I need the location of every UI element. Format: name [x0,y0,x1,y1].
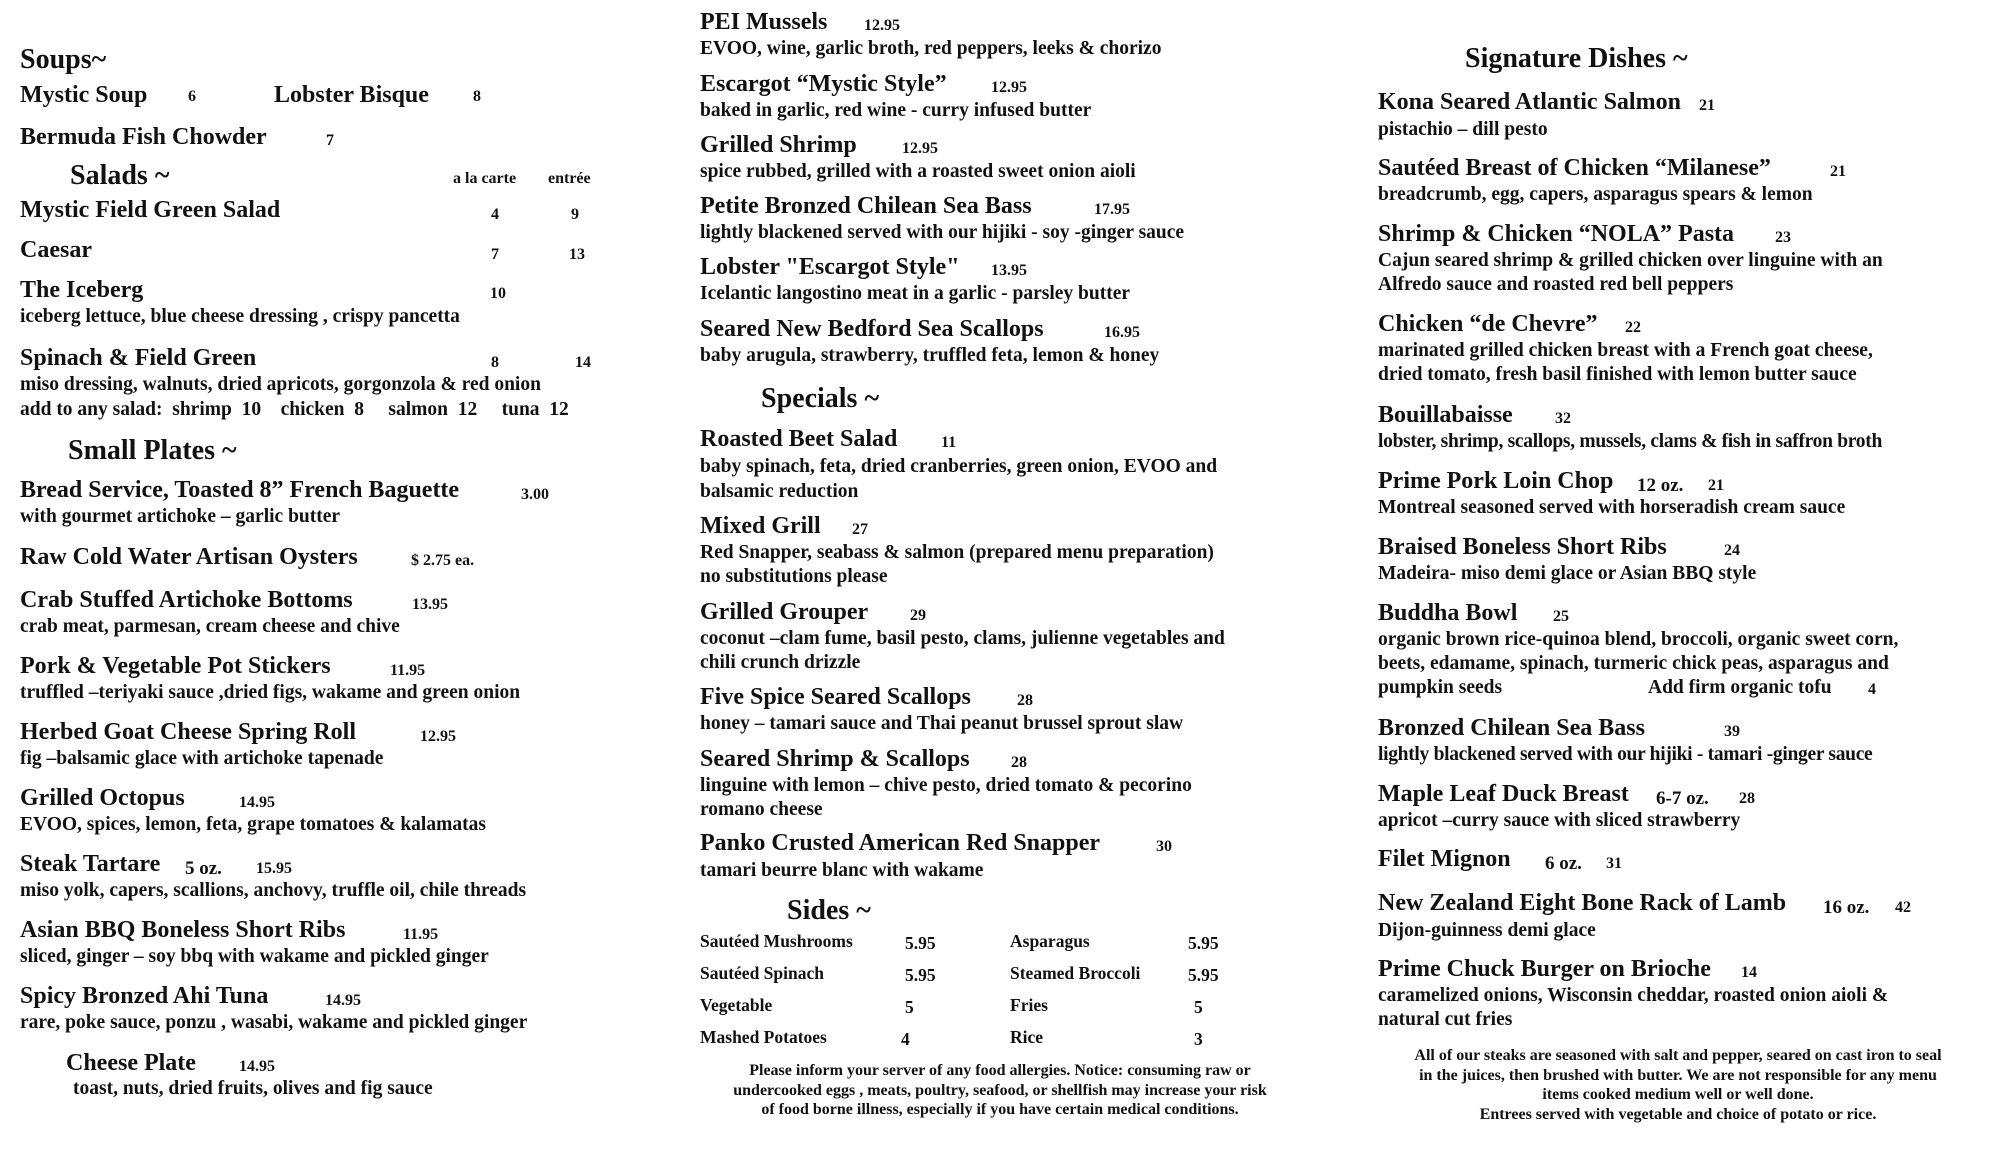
menu-item-price: 13.95 [991,262,1027,279]
menu-item-price: 11 [941,434,957,451]
menu-item-price: 23 [1775,229,1791,246]
menu-item-name: Filet Mignon [1378,846,1511,872]
menu-item-description: romano cheese [700,799,823,820]
menu-item-description: rare, poke sauce, ponzu , wasabi, wakame and pickled ginger [20,1012,528,1033]
salads-heading: Salads ~ [70,160,170,191]
menu-item-price: 11.95 [390,662,426,679]
menu-item-size: 12 oz. [1637,475,1684,496]
menu-item-price: 30 [1156,838,1172,855]
menu-item-description: truffled –teriyaki sauce ,dried figs, wakame and green onion [20,682,521,703]
side-item-name: Sautéed Mushrooms [700,931,853,951]
menu-item-price: $ 2.75 ea. [411,552,475,569]
menu-item-name: Braised Boneless Short Ribs [1378,534,1667,560]
menu-item-description: Icelantic langostino meat in a garlic - parsley butter [700,283,1131,304]
menu-item-name: Escargot “Mystic Style” [700,71,947,97]
menu-item-price: 12.95 [420,728,456,745]
menu-item-description: natural cut fries [1378,1009,1513,1030]
menu-item-price: 29 [910,607,926,624]
side-item-price: 5.95 [905,965,936,985]
menu-item-description: baby spinach, feta, dried cranberries, green onion, EVOO and [700,456,1218,477]
menu-item-size: 6 oz. [1545,853,1582,874]
side-item-name: Vegetable [700,995,773,1015]
menu-item-name: Seared Shrimp & Scallops [700,746,970,772]
menu-item-name: Five Spice Seared Scallops [700,684,971,710]
menu-item-description: organic brown rice-quinoa blend, broccoli, organic sweet corn, [1378,629,1899,650]
side-item-price: 5.95 [1188,965,1219,985]
right-column [1378,0,1988,1168]
menu-item-description: no substitutions please [700,566,888,587]
menu-item-name: Bermuda Fish Chowder [20,124,267,150]
menu-item-price: 12.95 [991,79,1027,96]
side-item-price: 5.95 [905,933,936,953]
menu-item-price: 31 [1606,855,1622,872]
allergy-notice-line: Please inform your server of any food allergies. Notice: consuming raw or [749,1062,1251,1079]
steak-notice-line: All of our steaks are seasoned with salt and pepper, seared on cast iron to seal [1414,1047,1942,1064]
side-item-price: 3 [1194,1029,1203,1049]
side-item-name: Mashed Potatoes [700,1027,827,1047]
side-item-name: Rice [1010,1027,1044,1047]
menu-item-description: Dijon-guinness demi glace [1378,920,1596,941]
menu-item-name: Crab Stuffed Artichoke Bottoms [20,587,353,613]
menu-item-description: Alfredo sauce and roasted red bell peppers [1378,274,1734,295]
menu-item-name: Mystic Soup [20,82,148,108]
menu-item-name: Bread Service, Toasted 8” French Baguette [20,477,460,503]
menu-item-name: Pork & Vegetable Pot Stickers [20,653,331,679]
menu-item-price: 7 [491,246,499,263]
side-item-name: Asparagus [1010,931,1090,951]
menu-item-description: Red Snapper, seabass & salmon (prepared menu preparation) [700,542,1214,563]
menu-item-name: Seared New Bedford Sea Scallops [700,316,1044,342]
menu-item-description: beets, edamame, spinach, turmeric chick peas, asparagus and [1378,653,1889,674]
menu-item-description: pistachio – dill pesto [1378,119,1548,140]
menu-item-name: Mystic Field Green Salad [20,197,281,223]
menu-item-name: PEI Mussels [700,9,828,35]
menu-item-name: Grilled Grouper [700,599,869,625]
menu-item-price: 27 [852,521,868,538]
menu-item-description: EVOO, spices, lemon, feta, grape tomatoes & kalamatas [20,814,486,835]
side-item-name: Steamed Broccoli [1010,963,1141,983]
menu-item-price: 17.95 [1094,201,1130,218]
menu-item-price: 21 [1699,97,1715,114]
menu-item-description: miso yolk, capers, scallions, anchovy, truffle oil, chile threads [20,880,527,901]
menu-item-description: sliced, ginger – soy bbq with wakame and pickled ginger [20,946,489,967]
menu-item-description: miso dressing, walnuts, dried apricots, gorgonzola & red onion [20,374,541,395]
side-item-price: 5 [905,997,914,1017]
menu-item-description: chili crunch drizzle [700,652,861,673]
menu-item-name: Bronzed Chilean Sea Bass [1378,715,1645,741]
entree-label: entrée [548,170,591,187]
menu-item-name: Herbed Goat Cheese Spring Roll [20,719,356,745]
menu-item-size: 6-7 oz. [1656,788,1709,809]
menu-item-price: 14.95 [325,992,361,1009]
allergy-notice-line: undercooked eggs , meats, poultry, seafood, or shellfish may increase your risk [733,1081,1267,1099]
allergy-notice [700,1061,1300,1120]
menu-item-description: breadcrumb, egg, capers, asparagus spears & lemon [1378,184,1813,205]
menu-item-price: 39 [1724,723,1740,740]
menu-item-price: 13.95 [412,596,448,613]
menu-item-name: Prime Chuck Burger on Brioche [1378,956,1711,982]
menu-item-name: Shrimp & Chicken “NOLA” Pasta [1378,221,1735,247]
menu-item-description: Madeira- miso demi glace or Asian BBQ style [1378,563,1757,584]
menu-item-description: with gourmet artichoke – garlic butter [20,506,341,527]
left-column [20,0,680,1168]
menu-item-price: 21 [1708,477,1724,494]
menu-item-price: 6 [188,88,196,105]
menu-item-price: 28 [1739,790,1755,807]
menu-item-price: 42 [1895,899,1911,916]
menu-item-description: baked in garlic, red wine - curry infused butter [700,100,1092,121]
menu-item-description: balsamic reduction [700,481,859,502]
side-item-price: 5.95 [1188,933,1219,953]
menu-item-price: 14.95 [239,794,275,811]
side-item-price: 4 [901,1029,910,1049]
menu-item-name: Petite Bronzed Chilean Sea Bass [700,193,1032,219]
menu-item-price: 14 [1741,964,1757,981]
menu-item-description: Montreal seasoned served with horseradish cream sauce [1378,497,1846,518]
side-item-name: Fries [1010,995,1048,1015]
menu-item-price: 21 [1830,163,1846,180]
menu-item-size: 5 oz. [185,858,222,879]
menu-item-price: 10 [490,285,506,302]
specials-heading: Specials ~ [761,383,880,414]
steak-notice-line: Entrees served with vegetable and choice of potato or rice. [1479,1105,1877,1123]
menu-item-price: 4 [491,206,499,223]
menu-item-price: 16.95 [1104,324,1140,341]
menu-item-description: dried tomato, fresh basil finished with lemon butter sauce [1378,364,1857,385]
menu-item-price: 8 [491,354,499,371]
side-item-name: Sautéed Spinach [700,963,824,983]
menu-item-name: Asian BBQ Boneless Short Ribs [20,917,346,943]
menu-item-name: Prime Pork Loin Chop [1378,468,1614,494]
menu-item-name: Mixed Grill [700,513,821,539]
menu-item-price: 12.95 [902,140,938,157]
signature-dishes-heading: Signature Dishes ~ [1465,43,1688,74]
menu-item-description: tamari beurre blanc with wakame [700,860,984,881]
menu-item-name: Spinach & Field Green [20,345,257,371]
middle-column [700,0,1360,1168]
menu-item-name: Caesar [20,237,92,263]
menu-item-name: Kona Seared Atlantic Salmon [1378,89,1681,115]
menu-item-name: Bouillabaisse [1378,402,1513,428]
menu-item-price: 11.95 [403,926,439,943]
menu-item-description: iceberg lettuce, blue cheese dressing , crispy pancetta [20,306,460,327]
menu-item-name: Spicy Bronzed Ahi Tuna [20,983,269,1009]
menu-item-name: The Iceberg [20,277,144,303]
menu-item-description: apricot –curry sauce with sliced strawberry [1378,810,1741,831]
menu-item-name: Roasted Beet Salad [700,426,898,452]
allergy-notice-line: of food borne illness, especially if you have certain medical conditions. [761,1101,1239,1118]
menu-item-description: lightly blackened served with our hijiki - tamari -ginger sauce [1378,744,1873,765]
menu-item-description: marinated grilled chicken breast with a French goat cheese, [1378,340,1873,361]
steak-notice [1378,1046,1978,1124]
menu-item-description: fig –balsamic glace with artichoke tapenade [20,748,384,769]
side-item-price: 5 [1194,997,1203,1017]
menu-item-name: Maple Leaf Duck Breast [1378,781,1629,807]
menu-item-price: 32 [1555,410,1571,427]
menu-item-name: Buddha Bowl [1378,600,1518,626]
menu-item-addon: Add firm organic tofu [1648,677,1832,698]
menu-item-addon-price: 4 [1868,681,1876,698]
menu-item-price: 24 [1724,542,1740,559]
menu-item-name: Grilled Shrimp [700,132,857,158]
menu-item-name: Sautéed Breast of Chicken “Milanese” [1378,155,1771,181]
menu-item-description: crab meat, parmesan, cream cheese and chive [20,616,400,637]
menu-item-price: 28 [1017,692,1033,709]
menu-item-name: Chicken “de Chevre” [1378,311,1598,337]
menu-item-description: baby arugula, strawberry, truffled feta, lemon & honey [700,345,1160,366]
menu-item-description: lobster, shrimp, scallops, mussels, clams & fish in saffron broth [1378,431,1882,452]
menu-item-description: Cajun seared shrimp & grilled chicken over linguine with an [1378,250,1883,271]
menu-item-price: 7 [326,132,334,149]
menu-item-price: 9 [571,206,579,223]
menu-item-description: EVOO, wine, garlic broth, red peppers, leeks & chorizo [700,38,1162,59]
menu-item-price: 14 [575,354,591,371]
menu-item-price: 8 [473,88,481,105]
menu-item-description: coconut –clam fume, basil pesto, clams, julienne vegetables and [700,628,1225,649]
menu-item-size: 16 oz. [1823,897,1870,918]
menu-item-name: New Zealand Eight Bone Rack of Lamb [1378,890,1787,916]
menu-item-price: 13 [569,246,585,263]
menu-item-description: honey – tamari sauce and Thai peanut brussel sprout slaw [700,713,1184,734]
menu-item-name: Cheese Plate [66,1050,196,1076]
menu-item-price: 22 [1625,319,1641,336]
menu-item-name: Lobster "Escargot Style" [700,254,960,280]
menu-item-name: Panko Crusted American Red Snapper [700,830,1101,856]
menu-item-description: caramelized onions, Wisconsin cheddar, roasted onion aioli & [1378,985,1889,1006]
sides-heading: Sides ~ [787,895,871,926]
steak-notice-line: items cooked medium well or well done. [1542,1086,1814,1103]
menu-item-name: Raw Cold Water Artisan Oysters [20,544,358,570]
menu-item-price: 14.95 [239,1058,275,1075]
menu-item-price: 15.95 [256,860,292,877]
a-la-carte-label: a la carte [453,170,517,187]
small-plates-heading: Small Plates ~ [68,435,237,466]
menu-item-description: pumpkin seeds [1378,677,1503,698]
menu-item-description: linguine with lemon – chive pesto, dried tomato & pecorino [700,775,1192,796]
menu-item-description: spice rubbed, grilled with a roasted sweet onion aioli [700,161,1136,182]
menu-item-description: toast, nuts, dried fruits, olives and fig sauce [73,1078,433,1099]
menu-item-description: lightly blackened served with our hijiki - soy -ginger sauce [700,222,1185,243]
menu-item-name: Grilled Octopus [20,785,185,811]
steak-notice-line: in the juices, then brushed with butter. We are not responsible for any menu [1419,1066,1937,1084]
menu-item-price: 25 [1553,608,1569,625]
menu-item-price: 28 [1011,754,1027,771]
menu-item-price: 3.00 [521,486,549,503]
menu-item-name: Steak Tartare [20,851,161,877]
soups-heading: Soups~ [20,44,107,75]
menu-item-name: Lobster Bisque [274,82,429,108]
menu-item-price: 12.95 [864,17,900,34]
salad-addons: add to any salad: shrimp 10 chicken 8 salmon 12 tuna 12 [20,399,569,420]
